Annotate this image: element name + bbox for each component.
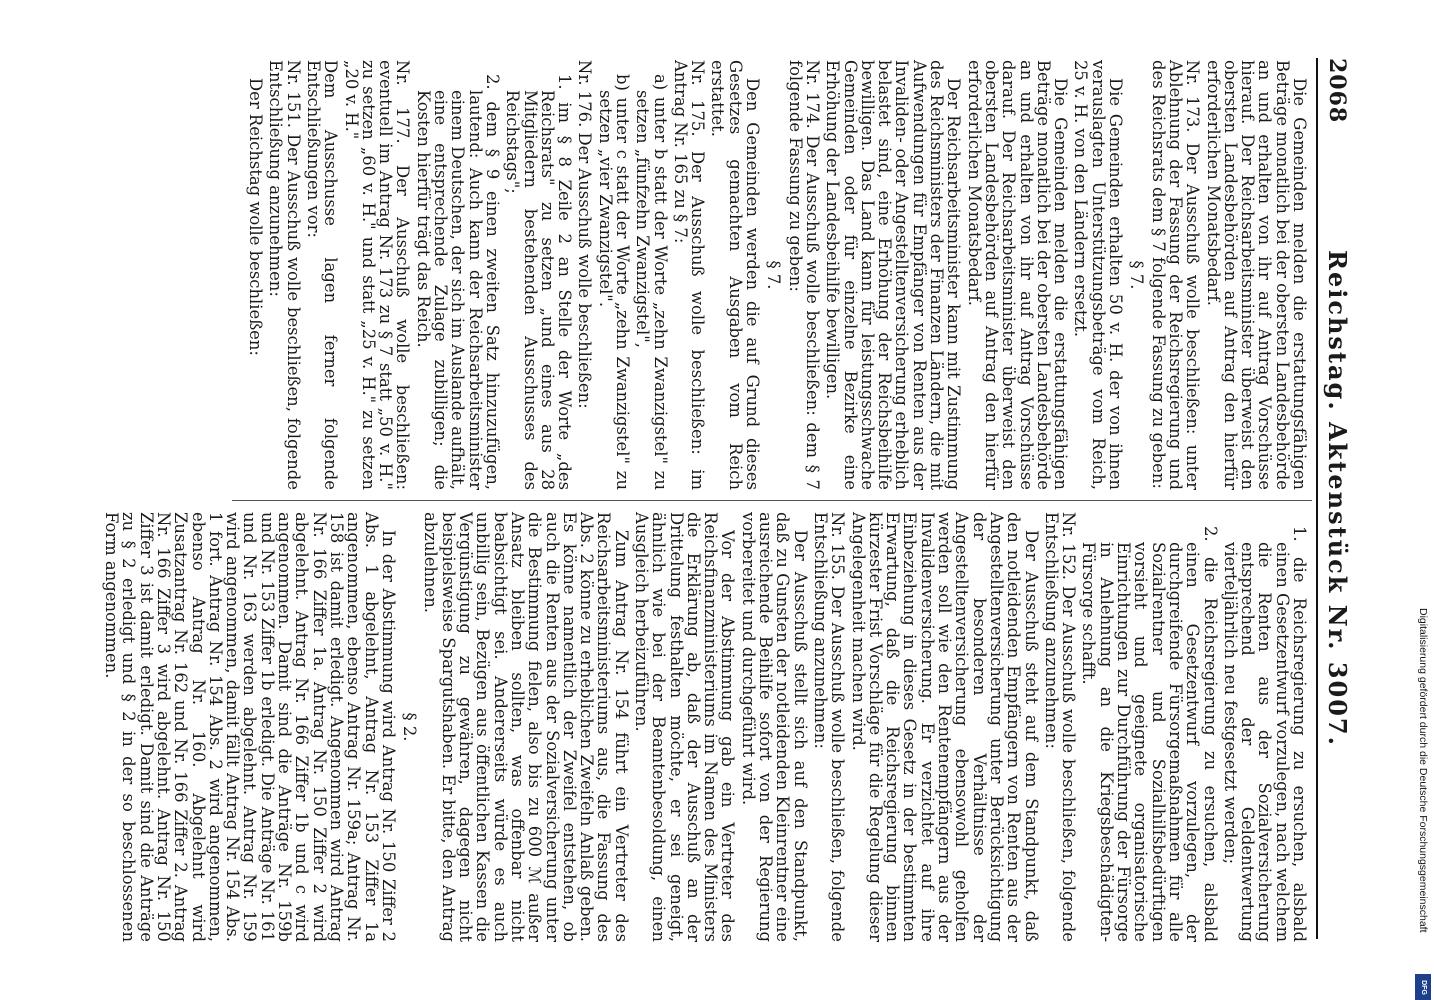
paragraph: In der Abstimmung wird Antrag Nr. 150 Ziffer 2 Abs. 1 abgelehnt, Antrag Nr. 153 Ziffer 1a angenommen, ebenso Antrag Nr. 159a; Antrag Nr. 158 ist damit erledigt. Angenommen wird Antrag Nr. 166 Ziffer 1a. Antrag Nr. 150 Ziffer 2 wird abgelehnt. Antrag Nr. 166 Ziffer 1b und c wird angenommen. Damit sind die Anträge Nr. 159b und Nr. 153 Ziffer 1b erledigt. Die Anträge Nr. 161 und Nr. 163 werden abgelehnt. Antrag Nr. 159 wird angenommen, damit fällt Antrag Nr. 154 Abs. 1 fort. Antrag Nr. 154 Abs. 2 wird angenommen, ebenso Antrag Nr. 160. Abgelehnt wird Zusatzantrag Nr. 162 und Nr. 166 Ziffer 2. Antrag Nr. 166 Ziffer 3 wird abgelehnt. Antrag Nr. 150 Ziffer 3 ist damit erledigt. Damit sind die Anträge zu § 2 erledigt und § 2 in der so beschlossenen Form angenommen. xyxy=(102,512,398,942)
list-item: 2. dem § 9 einen zweiten Satz hinzuzufügen, lautend: Auch kann der Reichsarbeitsminister einem Deutschen, der sich im Auslande aufhält, eine entsprechende Zulage zubilligen; die Kosten hierfür trägt das Reich. xyxy=(413,74,502,490)
list-item: 2. die Reichsregierung zu ersuchen, alsbald einen Gesetzentwurf vorzulegen, der durchgreifende Fürsorgemaßnahmen für alle Sozialrentner und Sozialhilfsbedürftigen vorsieht und geeignete organisatorische Einrichtungen zur Durchführung der Fürsorge in Anlehnung an die Kriegsbeschädigten-Fürsorge schafft. xyxy=(1079,526,1220,942)
motion-paragraph: Nr. 177. Der Ausschuß wolle beschließen: eventuell im Antrag Nr. 173 zu § 7 statt „50 v. H." zu setzen „60 v. H." und statt „25 v. H." zu setzen „20 v. H." xyxy=(341,60,413,490)
paragraph: Dem Ausschusse lagen ferner folgende Entschließungen vor: xyxy=(303,60,341,490)
paragraph: Den Gemeinden werden die auf Grund dieses Gesetzes gemachten Ausgaben vom Reich erstattet. xyxy=(708,60,763,490)
section-heading: § 7. xyxy=(1127,260,1147,290)
paragraph: Zum Antrag Nr. 154 führt ein Vertreter des Reichsarbeitsministeriums aus, die Fassung des Abs. 2 könne zu erheblichen Zweifeln Anlaß geben. Es könne namentlich der Zweifel entstehen, ob auch die Renten aus der Sozialversicherung unter die Bestimmung fielen, also bis zu 600 ℳ außer Ansatz bleiben sollten, was offenbar nicht beabsichtigt sei. Andererseits würde es auch unbillig sein, Bezügen aus öffentlichen Kassen die Vergünstigung zu gewähren, dagegen nicht beispielsweise Spargutshaben. Er bitte, den Antrag abzulehnen. xyxy=(421,512,631,942)
list-item: 1. im § 8 Zeile 2 an Stelle der Worte „des Reichsrats" zu setzen „und eines aus 28 Mitgliedern bestehenden Ausschusses des Reichstags"; xyxy=(503,74,575,490)
motion-paragraph: Nr. 174. Der Ausschuß wolle beschließen: dem § 7 folgende Fassung zu geben: xyxy=(785,60,822,490)
paragraph: Der Reichsarbeitsminister kann mit Zustimmung des Reichsministers der Finanzen Ländern, die mit Aufwendungen für Empfänger von Renten aus der Invaliden- oder Angestelltenversicherung erheblich belastet sind, eine Erhöhung der Reichsbeihilfe bewilligen. Das Land kann für leistungsschwache Gemeinden oder für einzelne Bezirke eine Erhöhung der Landesbeihilfe bewilligen. xyxy=(823,60,964,490)
left-column xyxy=(232,60,1308,490)
section-heading: § 2. xyxy=(400,712,420,742)
list-item: 1. die Reichsregierung zu ersuchen, alsbald einen Gesetzentwurf vorzulegen, nach welchem die Renten aus der Sozialversicherung entsprechend der Geldentwertung vierteljährlich neu festgesetzt werden; xyxy=(1220,526,1309,942)
paragraph: Der Ausschuß stellt sich auf den Standpunkt, daß zu Gunsten der notleidenden Kleinrentner eine ausreichende Beihilfe sofort von der Regierung vorbereitet und durchgeführt wird. xyxy=(738,512,810,942)
document-sheet xyxy=(102,0,1412,995)
paragraph: Der Reichstag wolle beschließen: xyxy=(246,78,266,356)
paragraph: Die Gemeinden melden die erstattungsfähigen Beträge monatlich bei der obersten Landesbehörde an und erhalten von ihr auf Antrag Vorschüsse darauf. Der Reichsarbeitsminister überweist den obersten Landesbehörden auf Antrag den hierfür erforderlichen Monatsbedarf. xyxy=(964,60,1071,490)
paragraph: Die Gemeinden erhalten 50 v. H. der von ihnen verauslagten Unterstützungsbeträge vom Reich, 25 v. H. von den Ländern ersetzt. xyxy=(1071,60,1126,490)
page-header xyxy=(1316,58,1352,939)
column-divider xyxy=(232,500,1312,501)
motion-paragraph: Nr. 151. Der Ausschuß wolle beschließen, folgende Entschließung anzunehmen: xyxy=(266,60,303,490)
motion-paragraph: Nr. 173. Der Ausschuß wolle beschließen: unter Ablehnung der Fassung der Reichsregierung und des Reichsrats dem § 7 folgende Fassung zu geben: xyxy=(1148,60,1203,490)
motion-paragraph: Nr. 176. Der Ausschuß wolle beschließen: xyxy=(575,60,595,409)
paragraph: Vor der Abstimmung gab ein Vertreter des Reichsfinanzministeriums im Namen des Ministers die Erklärung ab, daß der Ausschuß an der Drittelung festhalten möchte, er sei geneigt, ähnlich wie bei der Beamtenbesoldung, einen Ausgleich herbeizuführen. xyxy=(632,512,738,942)
list-item: b) unter c statt der Worte „zehn Zwanzigstel" zu setzen „vier Zwanzigstel". xyxy=(595,74,633,490)
right-column xyxy=(102,512,1309,942)
dfg-logo-text: DFG xyxy=(1419,979,1427,995)
page-number: 2068 xyxy=(1324,58,1350,124)
motion-paragraph: Nr. 175. Der Ausschuß wolle beschließen: im Antrag Nr. 165 zu § 7: xyxy=(670,60,708,490)
section-heading: § 7. xyxy=(764,260,784,290)
funding-note: Digitalisierung gefördert durch die Deutsche Forschungsgemeinschaft xyxy=(1417,608,1429,933)
paragraph: Der Ausschuß steht auf dem Standpunkt, daß den notleidenden Empfängern von Renten aus der Angestelltenversicherung unter Berücksichtigung der besonderen Verhältnisse der Angestelltenversicherung ebensowohl geholfen werden soll wie den Rentenempfängern aus der Invalidenversicherung. Er verzichtet auf ihre Einbeziehung in dieses Gesetz in der bestimmten Erwartung, daß die Reichsregierung binnen kürzester Frist Vorschläge für die Regelung dieser Angelegenheit machen wird. xyxy=(848,512,1041,942)
funding-strip xyxy=(1413,608,1433,1000)
dfg-logo xyxy=(1415,974,1431,1000)
page-title: Reichstag. Aktenstück Nr. 3007. xyxy=(1323,250,1352,747)
motion-paragraph: Nr. 152. Der Ausschuß wolle beschließen, folgende Entschließung anzunehmen: xyxy=(1041,512,1079,942)
motion-paragraph: Nr. 155. Der Ausschuß wolle beschließen, folgende Entschließung anzunehmen: xyxy=(810,512,848,942)
list-item: a) unter b statt der Worte „zehn Zwanzigstel" zu setzen „fünfzehn Zwanzigstel", xyxy=(633,74,670,490)
paragraph: Die Gemeinden melden die erstattungsfähigen Beträge monatlich bei der obersten Landesbehörde an und erhalten von ihr auf Antrag Vorschüsse hierauf. Der Reichsarbeitsminister überweist den obersten Landesbehörden auf Antrag den hierfür erforderlichen Monatsbedarf. xyxy=(1203,60,1309,490)
